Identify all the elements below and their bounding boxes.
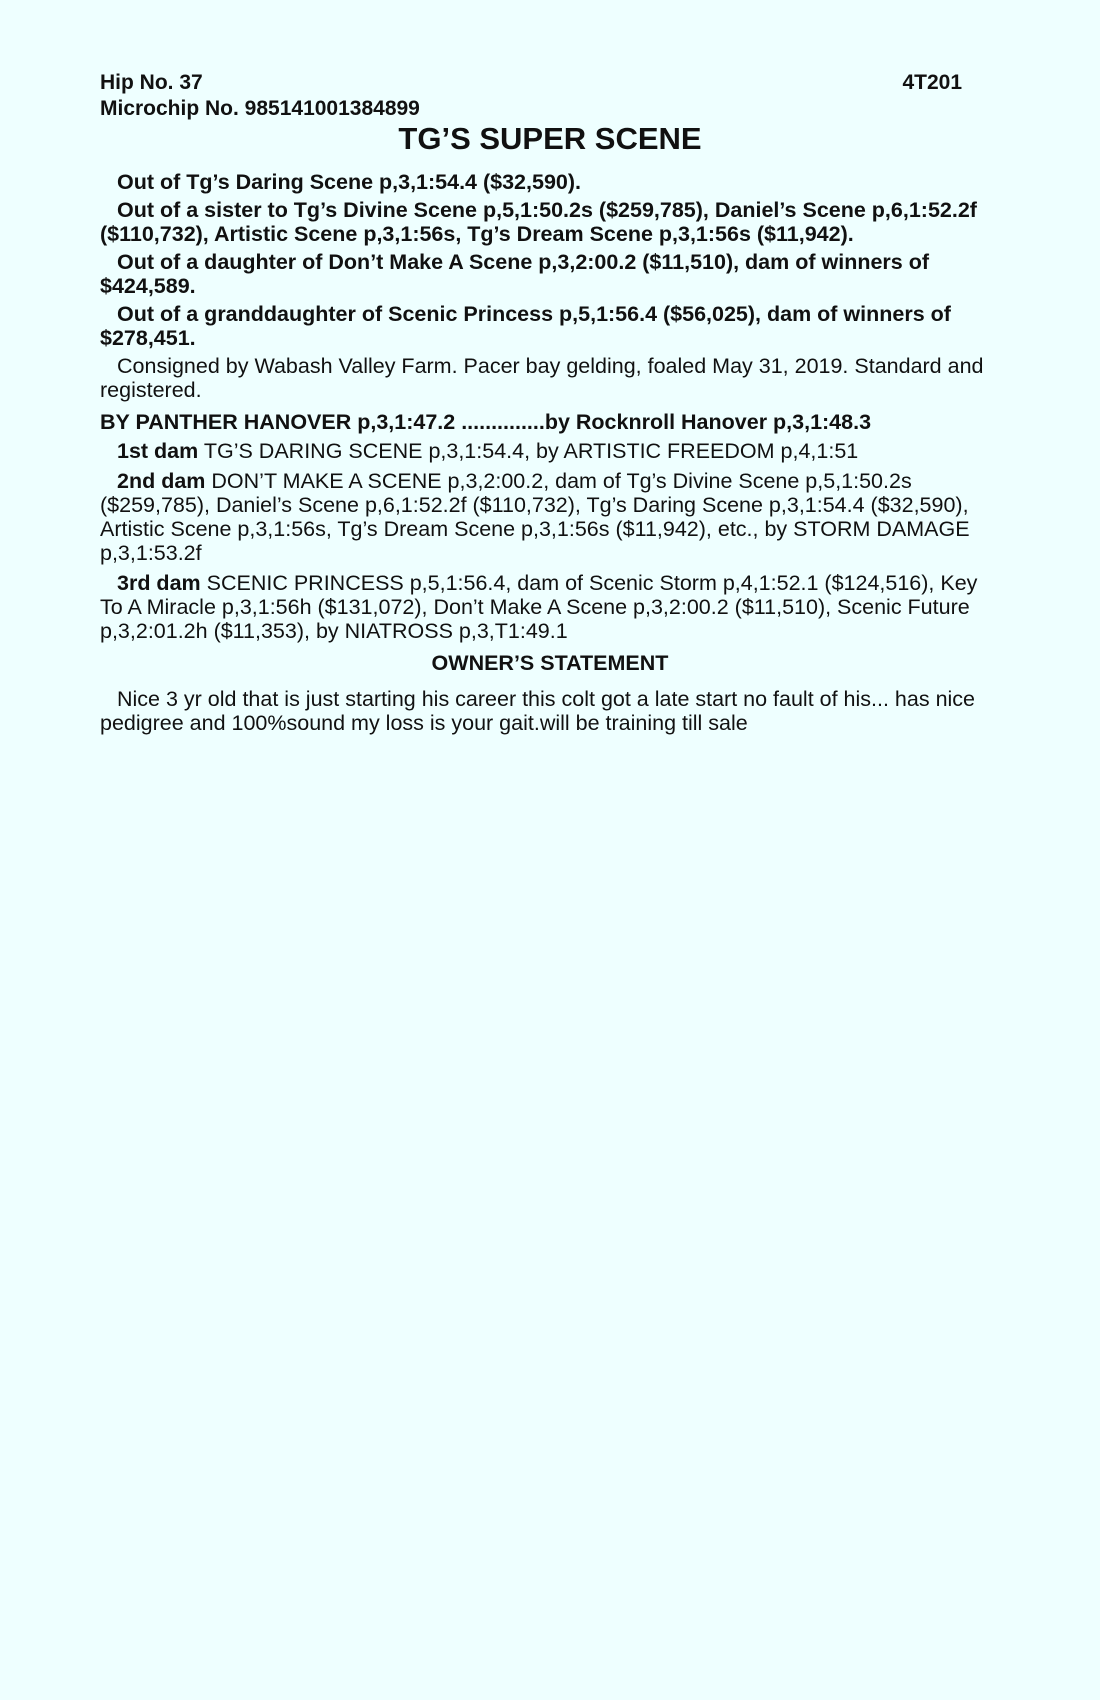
- header-row: [100, 70, 962, 96]
- second-dam: [100, 469, 1000, 565]
- consignment-info: Consigned by Wabash Valley Farm. Pacer bay gelding, foaled May 31, 2019. Standard and registered.: [100, 354, 984, 402]
- third-dam: [100, 571, 1000, 643]
- produce-line: Out of Tg’s Daring Scene p,3,1:54.4 ($32,590).: [117, 170, 581, 194]
- catalog-code: 4T201: [902, 71, 962, 94]
- dam-text: DON’T MAKE A SCENE p,3,2:00.2, dam of Tg’s Divine Scene p,5,1:50.2s ($259,785), Daniel’s Scene p,6,1:52.2f ($110,732), Tg’s Daring Scene p,3,1:54.4 ($32,590), Artistic Scene p,3,1:56s, Tg’s Dream Scene p,3,1:56s ($11,942), etc., by STORM DAMAGE p,3,1:53.2f: [100, 469, 970, 565]
- dam-text: TG’S DARING SCENE p,3,1:54.4, by ARTISTIC FREEDOM p,4,1:51: [203, 439, 859, 463]
- dam-label: 3rd dam: [117, 571, 201, 595]
- produce-line: Out of a granddaughter of Scenic Princess p,5,1:56.4 ($56,025), dam of winners of $278,451.: [100, 302, 951, 350]
- dam-label: 2nd dam: [117, 469, 206, 493]
- dam-text: SCENIC PRINCESS p,5,1:56.4, dam of Scenic Storm p,4,1:52.1 ($124,516), Key To A Miracle p,3,1:56h ($131,072), Don’t Make A Scene p,3,2:00.2 ($11,510), Scenic Future p,3,2:01.2h ($11,353), by NIATROSS p,3,T1:49.1: [100, 571, 978, 643]
- microchip-number: Microchip No. 985141001384899: [100, 97, 420, 120]
- catalog-entry: [100, 70, 1000, 735]
- hip-number: Hip No. 37: [100, 71, 203, 94]
- owner-statement-text: Nice 3 yr old that is just starting his career this colt got a late start no fault of his... has nice pedigree and 100%sound my loss is your gait.will be training till sale: [100, 687, 976, 735]
- sire-line: BY PANTHER HANOVER p,3,1:47.2 ..............by Rocknroll Hanover p,3,1:48.3: [100, 410, 872, 434]
- owner-statement-title: OWNER’S STATEMENT: [431, 651, 669, 675]
- produce-line: Out of a sister to Tg’s Divine Scene p,5,1:50.2s ($259,785), Daniel’s Scene p,6,1:52.2f ($110,732), Artistic Scene p,3,1:56s, Tg’s Dream Scene p,3,1:56s ($11,942).: [100, 198, 977, 246]
- horse-name: TG’S SUPER SCENE: [398, 121, 702, 156]
- first-dam: [100, 439, 1000, 463]
- dam-label: 1st dam: [117, 439, 199, 463]
- produce-line: Out of a daughter of Don’t Make A Scene p,3,2:00.2 ($11,510), dam of winners of $424,589.: [100, 250, 930, 298]
